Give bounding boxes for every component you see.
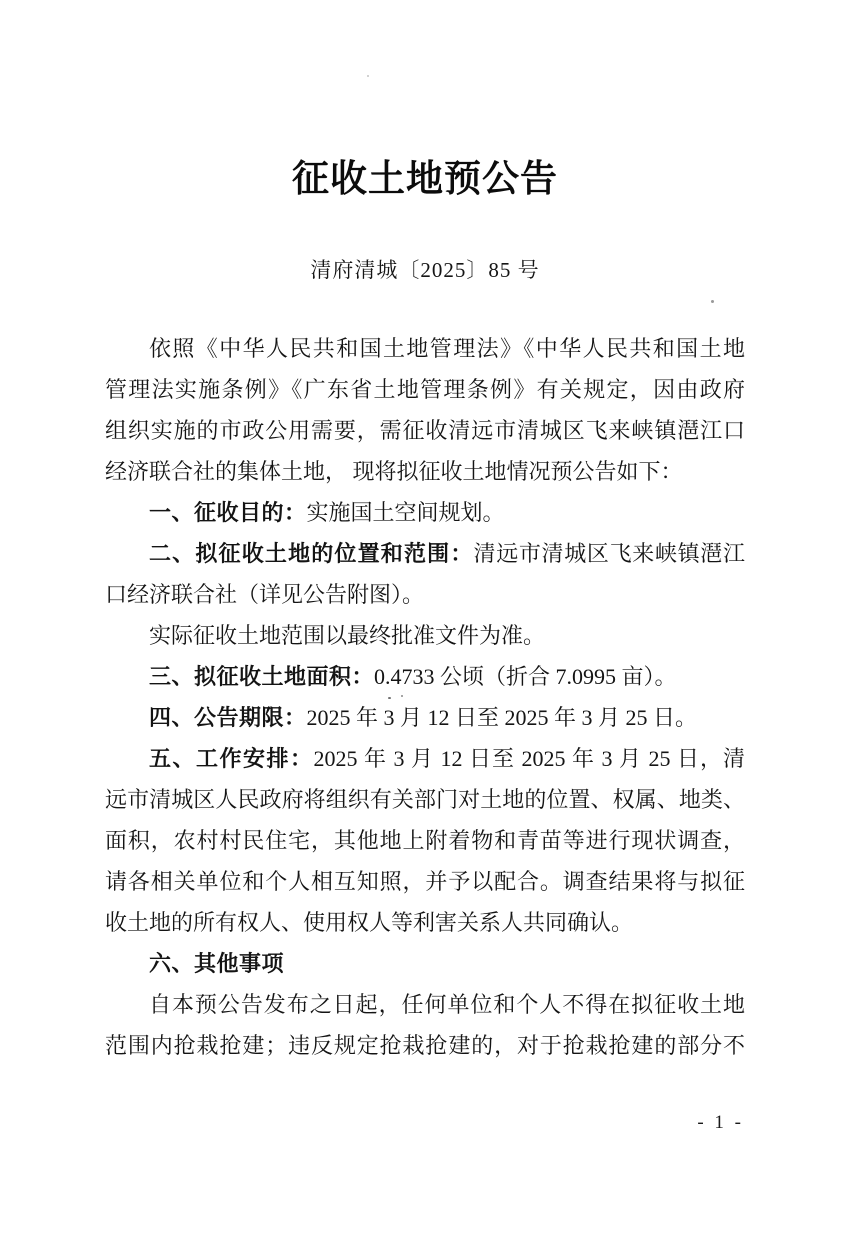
body-line [105,492,745,533]
body-segment-text: 经济联合社的集体土地， 现将拟征收土地情况预公告如下： [105,459,683,484]
body-line [105,697,745,738]
body-segment-heading: 二、拟征收土地的位置和范围： [149,541,474,566]
body-line [105,738,745,779]
body-segment-text: 0.4733 公顷（折合 7.0995 亩）。 [374,664,677,689]
scan-speck [401,695,403,697]
body-segment-heading: 四、公告期限： [149,705,307,730]
body-line [105,779,745,820]
body-line [105,861,745,902]
document-title: 征收土地预公告 [292,159,558,200]
body-line [105,902,745,943]
body-line [105,369,745,410]
scan-speck [388,697,391,699]
body-segment-text: 口经济联合社（详见公告附图）。 [105,582,425,607]
scan-speck [367,75,369,77]
body-line [105,451,745,492]
body-segment-text: 范围内抢栽抢建；违反规定抢栽抢建的，对于抢栽抢建的部分不 [105,1033,745,1058]
document-body [105,328,745,1066]
scan-speck [711,300,714,303]
body-segment-heading: 五、工作安排： [149,746,314,771]
body-segment-heading: 六、其他事项 [149,951,285,976]
body-segment-text: 2025 年 3 月 12 日至 2025 年 3 月 25 日。 [306,705,698,730]
document-number: 清府清城〔2025〕85 号 [310,258,540,282]
body-line [105,615,745,656]
body-segment-text: 面积，农村村民住宅，其他地上附着物和青苗等进行现状调查， [105,828,745,853]
body-segment-heading: 三、拟征收土地面积： [149,664,375,689]
body-line [105,984,745,1025]
body-segment-text: 管理法实施条例》《广东省土地管理条例》有关规定，因由政府 [105,377,745,402]
body-line [105,656,745,697]
body-line [105,1025,745,1066]
body-line [105,574,745,615]
body-segment-text: 清远市清城区飞来峡镇潖江 [473,541,745,566]
body-segment-text: 组织实施的市政公用需要，需征收清远市清城区飞来峡镇潖江口 [105,418,745,443]
body-segment-text: 远市清城区人民政府将组织有关部门对土地的位置、权属、地类、 [105,787,745,812]
body-segment-text: 请各相关单位和个人相互知照，并予以配合。调查结果将与拟征 [105,869,745,894]
body-segment-text: 收土地的所有权人、使用权人等利害关系人共同确认。 [105,910,634,935]
page-number: - 1 - [697,1112,744,1133]
body-line [105,943,745,984]
body-line [105,410,745,451]
body-line [105,328,745,369]
body-segment-text: 实际征收土地范围以最终批准文件为准。 [149,623,546,648]
body-segment-text: 自本预公告发布之日起，任何单位和个人不得在拟征收土地 [149,992,745,1017]
body-segment-text: 依照《中华人民共和国土地管理法》《中华人民共和国土地 [149,336,745,361]
body-line [105,533,745,574]
body-segment-text: 实施国土空间规划。 [306,500,505,525]
body-segment-text: 2025 年 3 月 12 日至 2025 年 3 月 25 日，清 [313,746,745,771]
body-segment-heading: 一、征收目的： [149,500,307,525]
body-line [105,820,745,861]
